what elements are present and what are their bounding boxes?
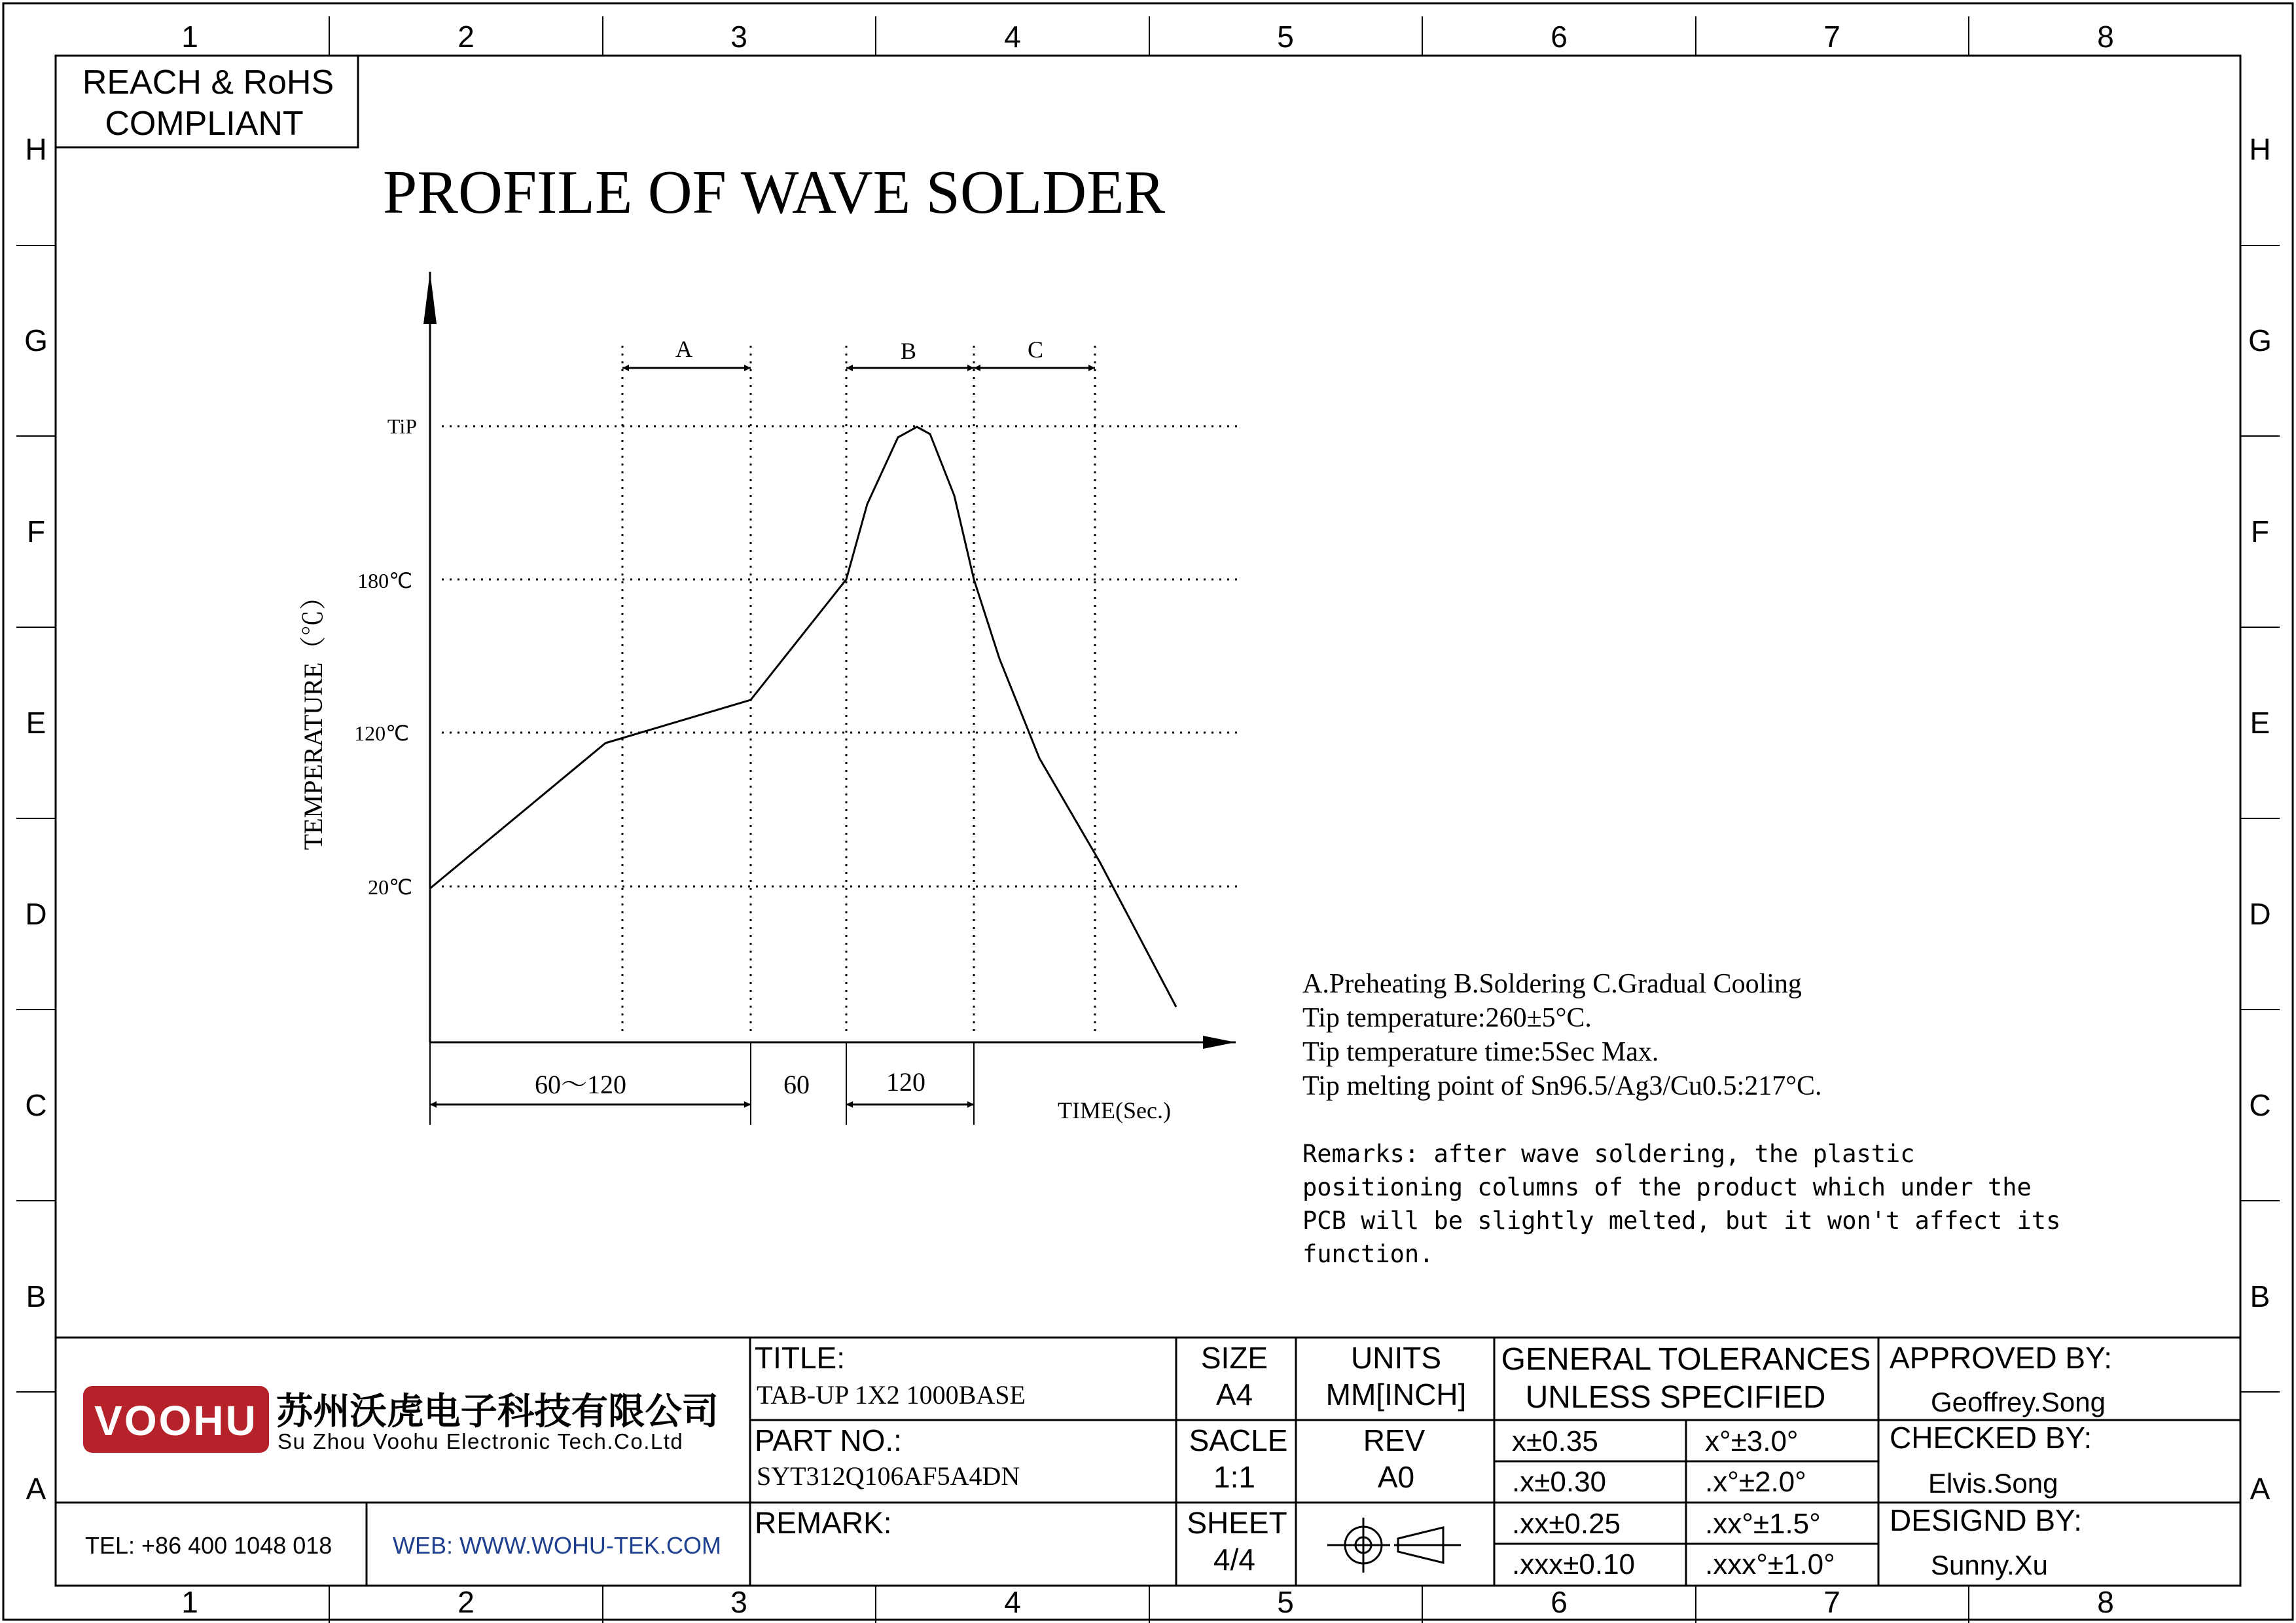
row-label: B [2250, 1279, 2270, 1313]
col-label: 7 [1823, 1585, 1840, 1619]
tolerance-angular: x°±3.0° [1705, 1425, 1799, 1457]
y-tick-label: TiP [387, 414, 417, 438]
compliance-line-2: COMPLIANT [105, 105, 304, 143]
time-segment-labels [535, 1067, 925, 1099]
time-segment-label: 60～120 [535, 1070, 626, 1099]
company-logo [83, 1386, 269, 1453]
col-label: 1 [181, 1585, 198, 1619]
checked-value: Elvis.Song [1928, 1468, 2058, 1499]
zone-label-c: C [1027, 337, 1044, 363]
tolerance-linear: .xx±0.25 [1512, 1508, 1621, 1540]
time-segment-label: 60 [783, 1070, 810, 1099]
tolerance-angular: .xxx°±1.0° [1705, 1548, 1835, 1580]
zone-labels [675, 336, 1043, 364]
process-notes [1302, 969, 1822, 1101]
tolerance-linear: x±0.35 [1512, 1425, 1598, 1457]
remark-label: REMARK: [755, 1506, 892, 1540]
reference-lines [442, 426, 1237, 886]
solder-profile-chart [298, 272, 1237, 1125]
col-label: 8 [2097, 1585, 2114, 1619]
col-label: 5 [1277, 20, 1294, 54]
approvals [1890, 1341, 2112, 1580]
company-name-en: Su Zhou Voohu Electronic Tech.Co.Ltd [278, 1429, 684, 1453]
y-tick-label: 20℃ [368, 875, 412, 899]
row-label: F [26, 515, 46, 549]
col-label: 3 [730, 20, 747, 54]
note-line: Tip temperature:260±5°C. [1302, 1003, 1592, 1033]
col-label: 7 [1823, 20, 1840, 54]
col-label: 1 [181, 20, 198, 54]
note-line: Tip temperature time:5Sec Max. [1302, 1037, 1659, 1067]
x-axis-label: TIME(Sec.) [1058, 1097, 1171, 1123]
rev-label: REV [1363, 1423, 1426, 1457]
approved-value: Geoffrey.Song [1931, 1387, 2106, 1417]
row-label: A [2250, 1472, 2270, 1506]
row-label: G [24, 323, 48, 357]
size-scale-sheet [1187, 1341, 1287, 1577]
remark-line: Remarks: after wave soldering, the plastic [1302, 1140, 1915, 1168]
y-axis-label: TEMPERATURE（℃） [298, 583, 328, 850]
column-labels-bottom [181, 1585, 2114, 1619]
row-label: D [2249, 897, 2271, 931]
col-label: 4 [1004, 1585, 1021, 1619]
column-labels-top [181, 20, 2114, 54]
row-label: D [25, 897, 47, 931]
time-segment-label: 120 [886, 1067, 925, 1097]
tel: TEL: +86 400 1048 018 [85, 1532, 332, 1559]
rev-value: A0 [1377, 1460, 1415, 1494]
title-value: TAB-UP 1X2 1000BASE [757, 1380, 1026, 1410]
row-label: E [2250, 706, 2270, 740]
website: WEB: WWW.WOHU-TEK.COM [393, 1532, 721, 1559]
row-label: F [2250, 515, 2270, 549]
scale-value: 1:1 [1213, 1460, 1255, 1494]
row-label: C [2249, 1088, 2271, 1122]
row-label: A [26, 1472, 46, 1506]
units-value: MM[INCH] [1325, 1377, 1467, 1412]
col-label: 6 [1551, 1585, 1568, 1619]
row-label: H [25, 132, 47, 166]
y-tick-labels [354, 414, 417, 899]
zone-label-a: A [675, 336, 692, 362]
col-label: 4 [1004, 20, 1021, 54]
col-label: 2 [457, 1585, 475, 1619]
projection-symbol-icon [1327, 1518, 1461, 1573]
part-number-label: PART NO.: [755, 1423, 902, 1457]
x-axis-arrowhead [1203, 1036, 1236, 1049]
remarks [1302, 1140, 2060, 1268]
size-value: A4 [1215, 1377, 1253, 1412]
logo-wordmark: VOOHU [94, 1397, 258, 1444]
col-label: 8 [2097, 20, 2114, 54]
row-label: H [2249, 132, 2271, 166]
tolerance-angular: .xx°±1.5° [1705, 1508, 1821, 1540]
zone-ticks [16, 16, 2280, 1623]
tolerance-linear: .x±0.30 [1512, 1466, 1607, 1498]
remark-line: PCB will be slightly melted, but it won't affect its [1302, 1207, 2061, 1235]
tolerance-linear: .xxx±0.10 [1512, 1548, 1636, 1580]
col-label: 3 [730, 1585, 747, 1619]
company-name-cn: 苏州沃虎电子科技有限公司 [276, 1391, 719, 1432]
y-tick-label: 120℃ [354, 721, 409, 745]
part-number-value: SYT312Q106AF5A4DN [757, 1461, 1020, 1491]
remark-line: function. [1302, 1240, 1434, 1268]
remark-line: positioning columns of the product which under the [1302, 1173, 2032, 1201]
outer-frame [3, 3, 2293, 1620]
title-label: TITLE: [755, 1341, 846, 1375]
y-axis-arrowhead [423, 272, 437, 324]
zone-label-b: B [900, 338, 917, 364]
approved-label: APPROVED BY: [1890, 1341, 2113, 1375]
row-label: E [26, 706, 46, 740]
designed-value: Sunny.Xu [1931, 1550, 2049, 1580]
col-label: 6 [1551, 20, 1568, 54]
col-label: 2 [457, 20, 475, 54]
tolerance-angular: .x°±2.0° [1705, 1466, 1806, 1498]
row-label: B [26, 1279, 46, 1313]
drawing-title: PROFILE OF WAVE SOLDER [383, 158, 1166, 227]
units-rev [1326, 1341, 1467, 1494]
tolerance-title-1: GENERAL TOLERANCES [1501, 1342, 1871, 1377]
tolerance-title-2: UNLESS SPECIFIED [1525, 1380, 1826, 1415]
temperature-profile-curve [430, 427, 1176, 1007]
scale-label: SACLE [1189, 1423, 1288, 1457]
sheet-label: SHEET [1187, 1506, 1287, 1540]
zone-lines [622, 346, 1095, 1031]
col-label: 5 [1277, 1585, 1294, 1619]
y-tick-label: 180℃ [357, 569, 412, 593]
row-label: C [25, 1088, 47, 1122]
sheet-value: 4/4 [1213, 1542, 1255, 1577]
units-label: UNITS [1351, 1341, 1441, 1375]
row-label: G [2248, 323, 2272, 357]
note-line: Tip melting point of Sn96.5/Ag3/Cu0.5:217°C. [1302, 1071, 1822, 1101]
size-label: SIZE [1200, 1341, 1268, 1375]
checked-label: CHECKED BY: [1890, 1421, 2092, 1455]
compliance-line-1: REACH & RoHS [82, 64, 334, 101]
note-line: A.Preheating B.Soldering C.Gradual Cooling [1302, 969, 1802, 999]
designed-label: DESIGND BY: [1890, 1503, 2082, 1537]
